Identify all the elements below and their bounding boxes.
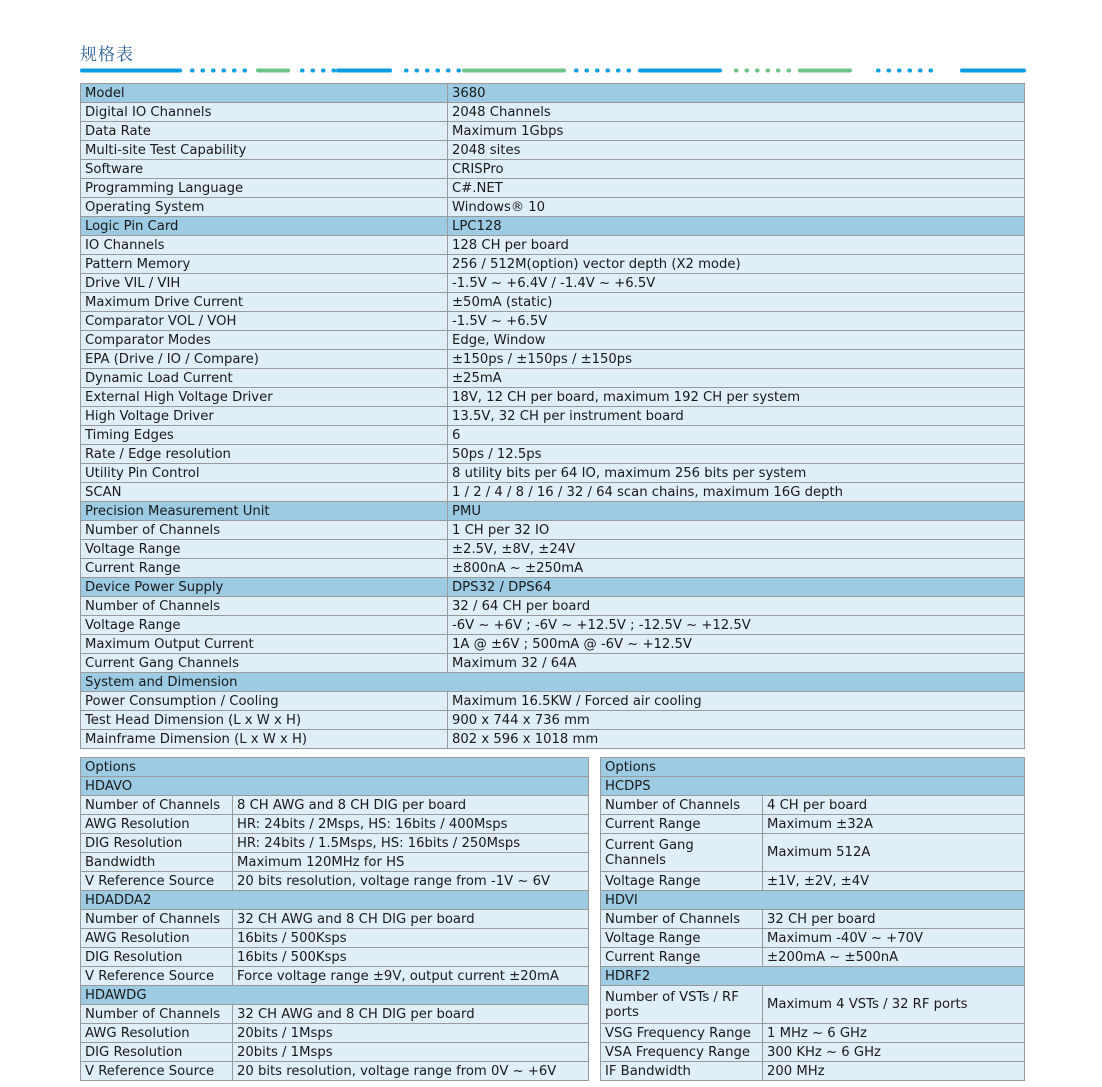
table-row xyxy=(81,521,1025,540)
table-row xyxy=(81,483,1025,502)
spec-label: HCDPS xyxy=(601,777,1025,796)
spec-value: ±800nA ~ ±250mA xyxy=(448,559,1025,578)
spec-label: AWG Resolution xyxy=(81,1024,233,1043)
spec-label: HDVI xyxy=(601,891,1025,910)
table-row xyxy=(601,1024,1025,1043)
spec-label: Timing Edges xyxy=(81,426,448,445)
spec-value: Maximum 120MHz for HS xyxy=(233,853,589,872)
spec-label: Number of Channels xyxy=(81,796,233,815)
table-row xyxy=(81,730,1025,749)
table-row xyxy=(81,464,1025,483)
table-row xyxy=(81,312,1025,331)
table-row xyxy=(601,815,1025,834)
spec-label: V Reference Source xyxy=(81,967,233,986)
spec-value: 200 MHz xyxy=(763,1062,1025,1081)
table-row xyxy=(81,236,1025,255)
spec-value: -6V ~ +6V ; -6V ~ +12.5V ; -12.5V ~ +12.5V xyxy=(448,616,1025,635)
section-header-row xyxy=(81,891,589,910)
table-row xyxy=(81,179,1025,198)
table-row xyxy=(81,369,1025,388)
spec-value: 1 MHz ~ 6 GHz xyxy=(763,1024,1025,1043)
spec-label: Number of VSTs / RF ports xyxy=(601,986,763,1024)
section-header-row xyxy=(601,967,1025,986)
spec-label: External High Voltage Driver xyxy=(81,388,448,407)
spec-value: 2048 Channels xyxy=(448,103,1025,122)
table-row xyxy=(601,872,1025,891)
section-header-row xyxy=(601,758,1025,777)
table-row xyxy=(81,198,1025,217)
table-row xyxy=(81,103,1025,122)
spec-value: Maximum ±32A xyxy=(763,815,1025,834)
spec-label: Multi-site Test Capability xyxy=(81,141,448,160)
spec-label: Current Range xyxy=(81,559,448,578)
options-table-left xyxy=(80,757,589,1081)
spec-label: DIG Resolution xyxy=(81,834,233,853)
spec-value: 2048 sites xyxy=(448,141,1025,160)
spec-value: 32 / 64 CH per board xyxy=(448,597,1025,616)
spec-value: 256 / 512M(option) vector depth (X2 mode) xyxy=(448,255,1025,274)
table-row xyxy=(81,654,1025,673)
section-header-row xyxy=(81,777,589,796)
table-row xyxy=(81,331,1025,350)
spec-label: Comparator VOL / VOH xyxy=(81,312,448,331)
spec-value: LPC128 xyxy=(448,217,1025,236)
section-header-row xyxy=(81,84,1025,103)
spec-value: ±1V, ±2V, ±4V xyxy=(763,872,1025,891)
spec-value: DPS32 / DPS64 xyxy=(448,578,1025,597)
spec-label: Precision Measurement Unit xyxy=(81,502,448,521)
spec-label: System and Dimension xyxy=(81,673,1025,692)
spec-value: 4 CH per board xyxy=(763,796,1025,815)
spec-value: CRISPro xyxy=(448,160,1025,179)
page-title: 规格表 xyxy=(80,45,134,65)
spec-table xyxy=(80,83,1025,749)
table-row xyxy=(81,711,1025,730)
spec-label: Current Range xyxy=(601,948,763,967)
spec-value: Maximum -40V ~ +70V xyxy=(763,929,1025,948)
spec-value: 13.5V, 32 CH per instrument board xyxy=(448,407,1025,426)
table-row xyxy=(81,426,1025,445)
table-row xyxy=(601,796,1025,815)
spec-value: HR: 24bits / 2Msps, HS: 16bits / 400Msps xyxy=(233,815,589,834)
table-row xyxy=(81,540,1025,559)
spec-value: 3680 xyxy=(448,84,1025,103)
spec-value: 6 xyxy=(448,426,1025,445)
spec-value: 1A @ ±6V ; 500mA @ -6V ~ +12.5V xyxy=(448,635,1025,654)
spec-value: Windows® 10 xyxy=(448,198,1025,217)
spec-label: Number of Channels xyxy=(81,521,448,540)
spec-label: VSG Frequency Range xyxy=(601,1024,763,1043)
spec-label: IO Channels xyxy=(81,236,448,255)
spec-label: DIG Resolution xyxy=(81,948,233,967)
spec-value: ±200mA ~ ±500nA xyxy=(763,948,1025,967)
table-row xyxy=(601,929,1025,948)
table-row xyxy=(601,948,1025,967)
spec-label: Logic Pin Card xyxy=(81,217,448,236)
section-header-row xyxy=(81,578,1025,597)
table-row xyxy=(81,967,589,986)
spec-label: Mainframe Dimension (L x W x H) xyxy=(81,730,448,749)
spec-label: Software xyxy=(81,160,448,179)
spec-value: 8 utility bits per 64 IO, maximum 256 bits per system xyxy=(448,464,1025,483)
spec-label: Digital IO Channels xyxy=(81,103,448,122)
table-row xyxy=(81,1062,589,1081)
table-row xyxy=(81,910,589,929)
table-row xyxy=(81,692,1025,711)
spec-label: DIG Resolution xyxy=(81,1043,233,1062)
table-row xyxy=(81,1005,589,1024)
spec-value: Maximum 4 VSTs / 32 RF ports xyxy=(763,986,1025,1024)
table-row xyxy=(81,853,589,872)
spec-label: Number of Channels xyxy=(601,910,763,929)
spec-value: 900 x 744 x 736 mm xyxy=(448,711,1025,730)
spec-label: Bandwidth xyxy=(81,853,233,872)
spec-label: Current Range xyxy=(601,815,763,834)
spec-label: Number of Channels xyxy=(81,597,448,616)
spec-label: Model xyxy=(81,84,448,103)
spec-label: High Voltage Driver xyxy=(81,407,448,426)
spec-value: 20bits / 1Msps xyxy=(233,1043,589,1062)
table-row xyxy=(81,872,589,891)
spec-value: 32 CH AWG and 8 CH DIG per board xyxy=(233,1005,589,1024)
section-header-row xyxy=(81,502,1025,521)
section-header-row xyxy=(81,986,589,1005)
spec-label: EPA (Drive / IO / Compare) xyxy=(81,350,448,369)
table-row xyxy=(81,815,589,834)
spec-label: Number of Channels xyxy=(81,910,233,929)
spec-value: 300 KHz ~ 6 GHz xyxy=(763,1043,1025,1062)
table-row xyxy=(601,1043,1025,1062)
table-row xyxy=(81,616,1025,635)
spec-value: 32 CH per board xyxy=(763,910,1025,929)
table-row xyxy=(81,948,589,967)
spec-value: 50ps / 12.5ps xyxy=(448,445,1025,464)
spec-value: 16bits / 500Ksps xyxy=(233,929,589,948)
section-header-row xyxy=(81,217,1025,236)
table-row xyxy=(601,910,1025,929)
spec-label: AWG Resolution xyxy=(81,929,233,948)
table-row xyxy=(81,1024,589,1043)
spec-label: Data Rate xyxy=(81,122,448,141)
spec-label: HDRF2 xyxy=(601,967,1025,986)
spec-label: Options xyxy=(601,758,1025,777)
spec-value: ±2.5V, ±8V, ±24V xyxy=(448,540,1025,559)
spec-label: SCAN xyxy=(81,483,448,502)
spec-label: Voltage Range xyxy=(601,929,763,948)
spec-label: Current Gang Channels xyxy=(601,834,763,872)
spec-label: V Reference Source xyxy=(81,1062,233,1081)
spec-label: Voltage Range xyxy=(601,872,763,891)
section-header-row xyxy=(81,673,1025,692)
spec-value: C#.NET xyxy=(448,179,1025,198)
spec-label: Operating System xyxy=(81,198,448,217)
spec-value: 8 CH AWG and 8 CH DIG per board xyxy=(233,796,589,815)
table-row xyxy=(81,388,1025,407)
spec-label: Options xyxy=(81,758,589,777)
spec-label: Maximum Drive Current xyxy=(81,293,448,312)
table-row xyxy=(81,929,589,948)
table-row xyxy=(81,407,1025,426)
table-row xyxy=(601,986,1025,1024)
spec-label: VSA Frequency Range xyxy=(601,1043,763,1062)
table-row xyxy=(81,597,1025,616)
table-row xyxy=(81,160,1025,179)
spec-label: Dynamic Load Current xyxy=(81,369,448,388)
spec-value: Maximum 16.5KW / Forced air cooling xyxy=(448,692,1025,711)
spec-value: Maximum 1Gbps xyxy=(448,122,1025,141)
spec-value: Maximum 32 / 64A xyxy=(448,654,1025,673)
spec-label: Pattern Memory xyxy=(81,255,448,274)
spec-value: 128 CH per board xyxy=(448,236,1025,255)
spec-label: Power Consumption / Cooling xyxy=(81,692,448,711)
spec-value: 802 x 596 x 1018 mm xyxy=(448,730,1025,749)
table-row xyxy=(81,559,1025,578)
decorative-divider xyxy=(80,68,1026,73)
spec-value: PMU xyxy=(448,502,1025,521)
table-row xyxy=(81,255,1025,274)
spec-label: HDAWDG xyxy=(81,986,589,1005)
spec-label: Voltage Range xyxy=(81,540,448,559)
spec-label: Current Gang Channels xyxy=(81,654,448,673)
spec-label: Device Power Supply xyxy=(81,578,448,597)
spec-value: 18V, 12 CH per board, maximum 192 CH per system xyxy=(448,388,1025,407)
table-row xyxy=(601,1062,1025,1081)
spec-value: 32 CH AWG and 8 CH DIG per board xyxy=(233,910,589,929)
table-row xyxy=(81,445,1025,464)
spec-label: Programming Language xyxy=(81,179,448,198)
table-row xyxy=(601,834,1025,872)
spec-label: Comparator Modes xyxy=(81,331,448,350)
spec-label: Drive VIL / VIH xyxy=(81,274,448,293)
table-row xyxy=(81,635,1025,654)
table-row xyxy=(81,274,1025,293)
spec-value: 1 CH per 32 IO xyxy=(448,521,1025,540)
table-row xyxy=(81,293,1025,312)
table-row xyxy=(81,834,589,853)
spec-label: V Reference Source xyxy=(81,872,233,891)
spec-label: Rate / Edge resolution xyxy=(81,445,448,464)
spec-label: AWG Resolution xyxy=(81,815,233,834)
spec-label: HDAVO xyxy=(81,777,589,796)
spec-value: 20bits / 1Msps xyxy=(233,1024,589,1043)
spec-value: ±150ps / ±150ps / ±150ps xyxy=(448,350,1025,369)
spec-value: Force voltage range ±9V, output current ±20mA xyxy=(233,967,589,986)
table-row xyxy=(81,796,589,815)
spec-label: Number of Channels xyxy=(81,1005,233,1024)
spec-label: HDADDA2 xyxy=(81,891,589,910)
spec-label: Utility Pin Control xyxy=(81,464,448,483)
section-header-row xyxy=(601,891,1025,910)
spec-value: ±25mA xyxy=(448,369,1025,388)
spec-value: Edge, Window xyxy=(448,331,1025,350)
table-row xyxy=(81,1043,589,1062)
spec-value: 20 bits resolution, voltage range from -1V ~ 6V xyxy=(233,872,589,891)
spec-label: IF Bandwidth xyxy=(601,1062,763,1081)
section-header-row xyxy=(601,777,1025,796)
spec-label: Voltage Range xyxy=(81,616,448,635)
spec-value: 16bits / 500Ksps xyxy=(233,948,589,967)
section-header-row xyxy=(81,758,589,777)
spec-label: Test Head Dimension (L x W x H) xyxy=(81,711,448,730)
spec-value: -1.5V ~ +6.4V / -1.4V ~ +6.5V xyxy=(448,274,1025,293)
options-table-right xyxy=(600,757,1025,1081)
table-row xyxy=(81,122,1025,141)
spec-value: ±50mA (static) xyxy=(448,293,1025,312)
spec-label: Maximum Output Current xyxy=(81,635,448,654)
spec-value: Maximum 512A xyxy=(763,834,1025,872)
spec-value: HR: 24bits / 1.5Msps, HS: 16bits / 250Msps xyxy=(233,834,589,853)
spec-value: 1 / 2 / 4 / 8 / 16 / 32 / 64 scan chains, maximum 16G depth xyxy=(448,483,1025,502)
spec-value: -1.5V ~ +6.5V xyxy=(448,312,1025,331)
spec-label: Number of Channels xyxy=(601,796,763,815)
spec-value: 20 bits resolution, voltage range from 0V ~ +6V xyxy=(233,1062,589,1081)
table-row xyxy=(81,350,1025,369)
table-row xyxy=(81,141,1025,160)
